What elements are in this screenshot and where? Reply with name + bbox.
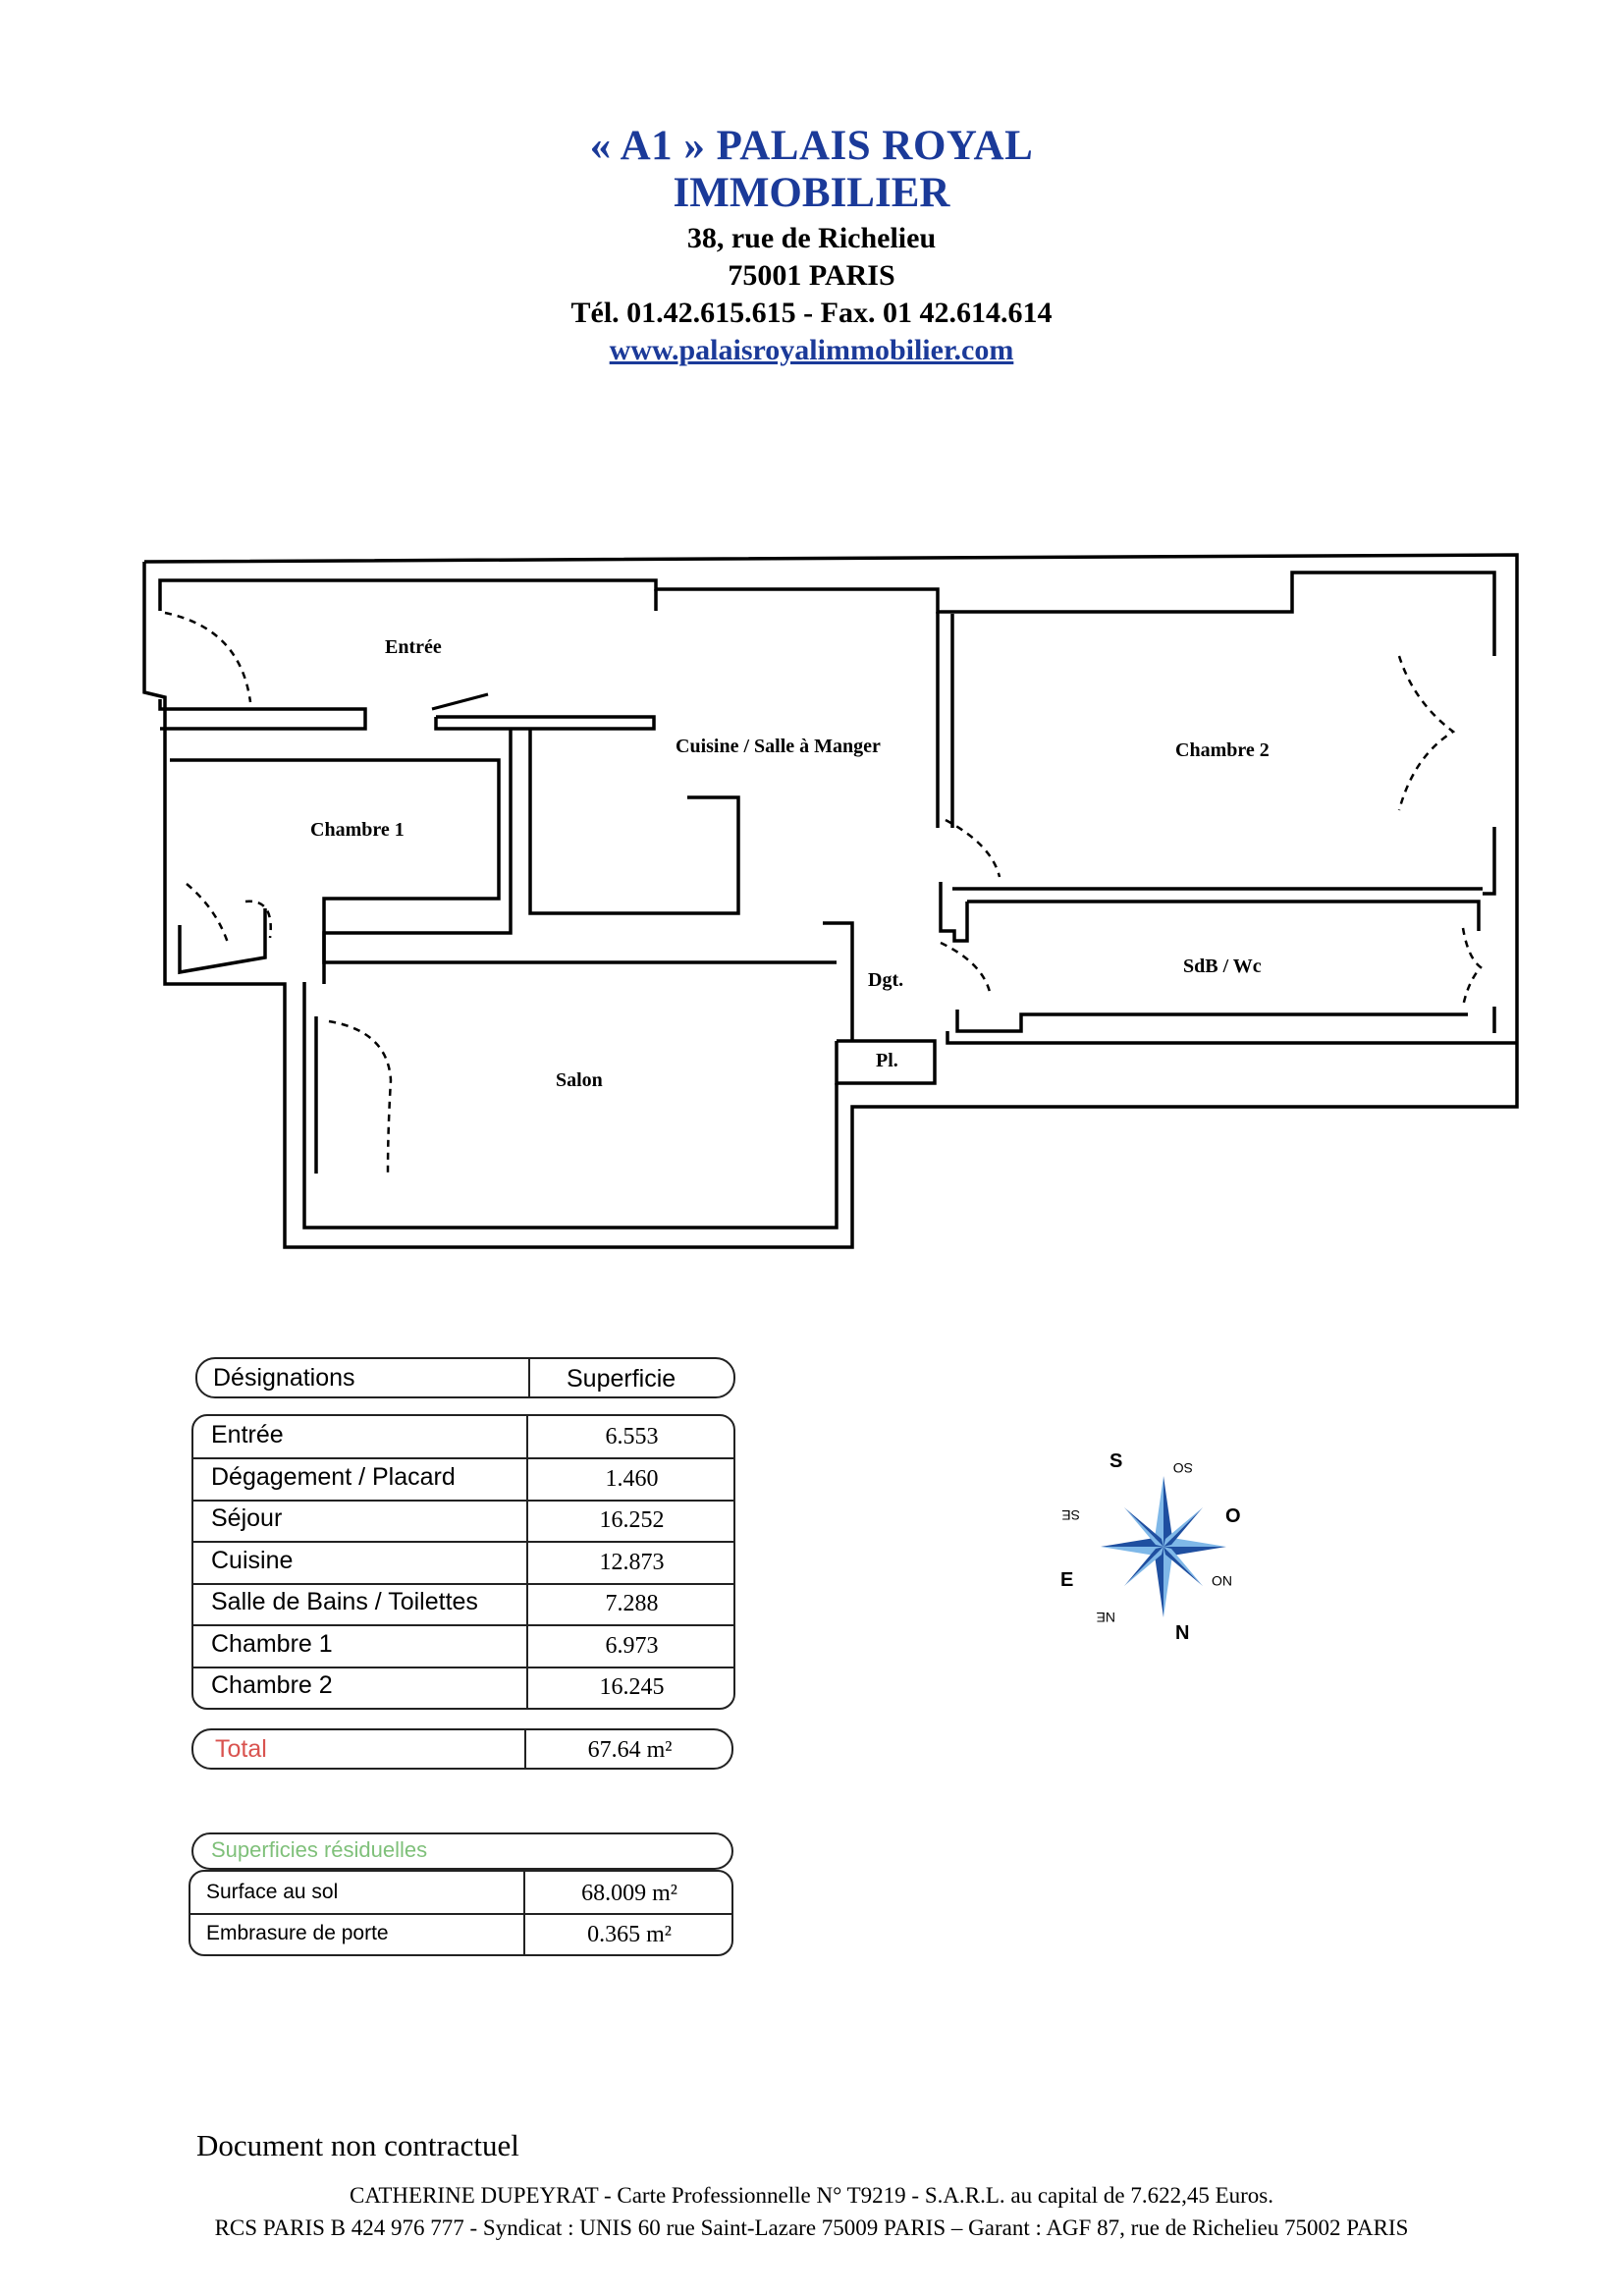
disclaimer-note: Document non contractuel: [196, 2128, 519, 2162]
residual-row-value: 0.365 m²: [587, 1922, 672, 1947]
compass-label-so: SO: [1172, 1460, 1193, 1476]
door-swing-sdb-window: [1463, 928, 1481, 1007]
total-label: Total: [215, 1735, 267, 1763]
table-row-label: Chambre 1: [211, 1630, 333, 1658]
agency-contact: Tél. 01.42.615.615 - Fax. 01 42.614.614: [570, 297, 1053, 329]
room-label-cuisine: Cuisine / Salle à Manger: [676, 736, 881, 757]
residual-title: Superficies résiduelles: [211, 1837, 428, 1862]
total-value: 67.64 m²: [587, 1737, 673, 1763]
table-row-label: Entrée: [211, 1421, 284, 1449]
door-swing-dgt: [941, 943, 990, 992]
residual-row-value: 68.009 m²: [581, 1881, 677, 1906]
agency-name: « A1 » PALAIS ROYAL: [589, 123, 1034, 169]
residual-table-header: [191, 1832, 733, 1870]
residual-row-label: Surface au sol: [206, 1881, 339, 1903]
table-row-label: Chambre 2: [211, 1671, 333, 1699]
room-label-chambre1: Chambre 1: [310, 819, 405, 841]
room-label-sdb: SdB / Wc: [1183, 956, 1262, 977]
compass-label-n: N: [1175, 1622, 1190, 1644]
compass-label-ne: NE: [1096, 1610, 1115, 1625]
table-row-label: Cuisine: [211, 1547, 294, 1574]
door-swing-chambre2-window: [1399, 656, 1453, 810]
table-row-value: 16.252: [599, 1507, 665, 1533]
compass-label-e: E: [1060, 1569, 1074, 1591]
door-swing-salon-window: [329, 1021, 391, 1174]
table-row-value: 12.873: [599, 1550, 665, 1575]
compass-label-o: O: [1225, 1505, 1241, 1527]
compass-rose-icon: [1041, 1444, 1267, 1650]
col-header-designation: Désignations: [213, 1364, 355, 1392]
agency-name-line2: IMMOBILIER: [673, 170, 950, 216]
compass-label-s: S: [1109, 1450, 1123, 1472]
door-leaf-entree: [432, 694, 488, 709]
door-swing-kitchen: [946, 820, 1000, 877]
legal-footer-line1: CATHERINE DUPEYRAT - Carte Professionnelle N° T9219 - S.A.R.L. au capital de 7.622,45 Euros.: [349, 2183, 1273, 2208]
table-row-label: Dégagement / Placard: [211, 1463, 456, 1491]
table-row-value: 16.245: [599, 1674, 665, 1700]
agency-website-link[interactable]: www.palaisroyalimmobilier.com: [609, 334, 1014, 366]
residual-row-label: Embrasure de porte: [206, 1922, 389, 1944]
legal-footer-line2: RCS PARIS B 424 976 777 - Syndicat : UNIS 60 rue Saint-Lazare 75009 PARIS – Garant : AGF 87, rue de Richelieu 75002 PARIS: [214, 2215, 1409, 2240]
inner-wall-top: [160, 573, 1494, 656]
areas-table: [191, 1414, 735, 1710]
compass-label-se: SE: [1061, 1507, 1080, 1523]
table-row-label: Salle de Bains / Toilettes: [211, 1588, 478, 1615]
residual-table: [189, 1870, 733, 1956]
areas-total-row: [191, 1728, 733, 1770]
agency-city: 75001 PARIS: [728, 259, 895, 292]
compass-label-no: NO: [1212, 1573, 1232, 1589]
room-label-placard: Pl.: [876, 1050, 898, 1071]
agency-address: 38, rue de Richelieu: [686, 222, 937, 254]
room-label-chambre2: Chambre 2: [1175, 739, 1270, 761]
room-label-salon: Salon: [556, 1069, 603, 1091]
room-label-entree: Entrée: [385, 636, 442, 658]
table-row-value: 6.553: [605, 1424, 659, 1449]
areas-table-header: [195, 1357, 735, 1398]
table-row-value: 1.460: [605, 1466, 659, 1492]
table-row-value: 7.288: [605, 1591, 659, 1616]
col-header-superficie: Superficie: [567, 1365, 676, 1393]
table-row-label: Séjour: [211, 1504, 283, 1532]
room-label-dgt: Dgt.: [868, 969, 904, 991]
table-row-value: 6.973: [605, 1633, 659, 1659]
door-swing-chambre1: [187, 884, 271, 943]
door-swing-entrance: [165, 613, 250, 702]
